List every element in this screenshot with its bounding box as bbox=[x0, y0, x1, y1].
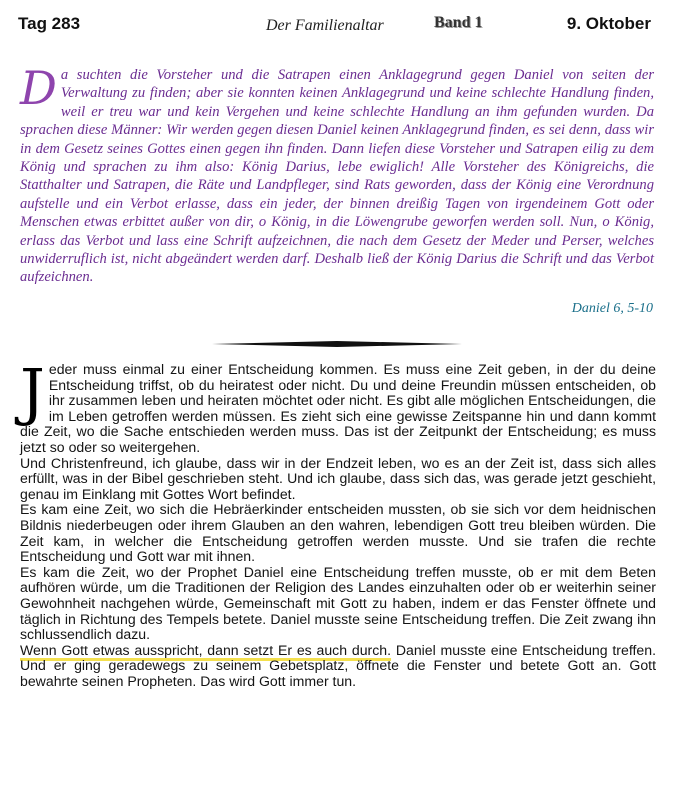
scripture-text: a suchten die Vorsteher und die Satrapen einen Anklagegrund gegen Daniel von seiten der Verwaltung zu finden; aber sie konnten keinen Anklagegrund und keine schlechte Handlung finden, weil er treu war und kein Vergehen und keine schlechte Handlung an ihm gefunden wurden. Da sprachen diese Männer: Wir werden gegen diesen Daniel keinen Anklagegrund finden, es sei denn, dass wir in dem Gesetz seines Gottes einen gegen ihn finden. Dann liefen diese Vorsteher und Satrapen eilig zu dem König und sprachen zu ihm also: König Darius, lebe ewiglich! Alle Vorsteher des Königreichs, die Statthalter und Satrapen, die Räte und Landpfleger, sind Rats geworden, dass der König eine Verordnung aufstelle und ein Verbot erlasse, dass ein jeder, der binnen dreißig Tagen von irgendeinem Gott oder Menschen etwas erbittet außer von dir, o König, in die Löwengrube geworfen werden soll. Nun, o König, erlass das Verbot und lass eine Schrift aufzeichnen, die nach dem Gesetz der Meder und Perser, welches unwiderruflich ist, nicht abgeändert werden darf. Deshalb ließ der König Darius die Schrift und das Verbot aufzeichnen. bbox=[20, 67, 654, 286]
devotion-paragraph: Wenn Gott etwas ausspricht, dann setzt Er es auch durch. Daniel musste eine Entscheidung treffen. Und er ging geradewegs zu seinem Gebetsplatz, öffnete die Fenster und betete Gott an. Gott bewahrte seinen Propheten. Das wird Gott immer tun. bbox=[20, 641, 656, 689]
volume-label: Band 1 bbox=[434, 14, 483, 31]
highlighted-sentence: Wenn Gott etwas ausspricht, dann setzt Er es auch durch. bbox=[20, 641, 392, 658]
page-header bbox=[18, 14, 659, 40]
devotion-paragraph: Es kam die Zeit, wo der Prophet Daniel eine Entscheidung treffen musste, ob er mit dem Beten aufhören würde, um die Traditionen der Religion des Landes einzuhalten oder ob er weiterhin seiner Gewohnheit nachgehen würde, Gemeinschaft mit Gott zu haben, indem er das Fenster öffnete und täglich in Richtung des Tempels betete. Daniel musste seine Entscheidung treffen. Die Zeit zwang ihn schlussendlich dazu. bbox=[20, 563, 656, 643]
devotion-paragraph: Und Christenfreund, ich glaube, dass wir in der Endzeit leben, wo es an der Zeit ist, dass sich alles erfüllt, was in der Bibel geschrieben steht. Und ich glaube, dass sich das, was gerade jetzt geschieht, genau im Einklang mit Gottes Wort befindet. bbox=[20, 454, 656, 502]
scripture-reference: Daniel 6, 5-10 bbox=[571, 301, 653, 316]
scripture-passage bbox=[20, 61, 654, 287]
devotion-paragraph: Jeder muss einmal zu einer Entscheidung kommen. Es muss eine Zeit geben, in der du deine Entscheidung triffst, ob du heiratest oder nicht. Du und deine Freundin müssen entscheiden, ob ihr zusammen leben und heiraten möchtet oder nicht. Es gibt alle möglichen Entscheidungen, die im Leben getroffen werden müssen. Es zieht sich eine gewisse Zeitspanne hin und dann kommt die Zeit, wo die Sache entschieden werden muss. Das ist der Zeitpunkt der Entscheidung; es muss jetzt so oder so weitergehen. bbox=[20, 355, 656, 455]
scripture-dropcap: D bbox=[20, 61, 57, 115]
book-title: Der Familienaltar bbox=[266, 17, 384, 34]
ornament-divider bbox=[212, 340, 462, 348]
day-number: Tag 283 bbox=[18, 14, 81, 33]
devotion-paragraph: Es kam eine Zeit, wo sich die Hebräerkinder entscheiden mussten, ob sie sich vor dem heidnischen Bildnis niederbeugen oder ihrem Glauben an den wahren, lebendigen Gott treu bleiben würden. Die Zeit kam, in welcher die Entscheidung getroffen werden musste. Und sie trafen die rechte Entscheidung und Gott war mit ihnen. bbox=[20, 501, 656, 565]
date-label: 9. Oktober bbox=[566, 14, 651, 33]
devotion-body bbox=[20, 355, 656, 689]
devotion-dropcap: J bbox=[20, 355, 45, 428]
